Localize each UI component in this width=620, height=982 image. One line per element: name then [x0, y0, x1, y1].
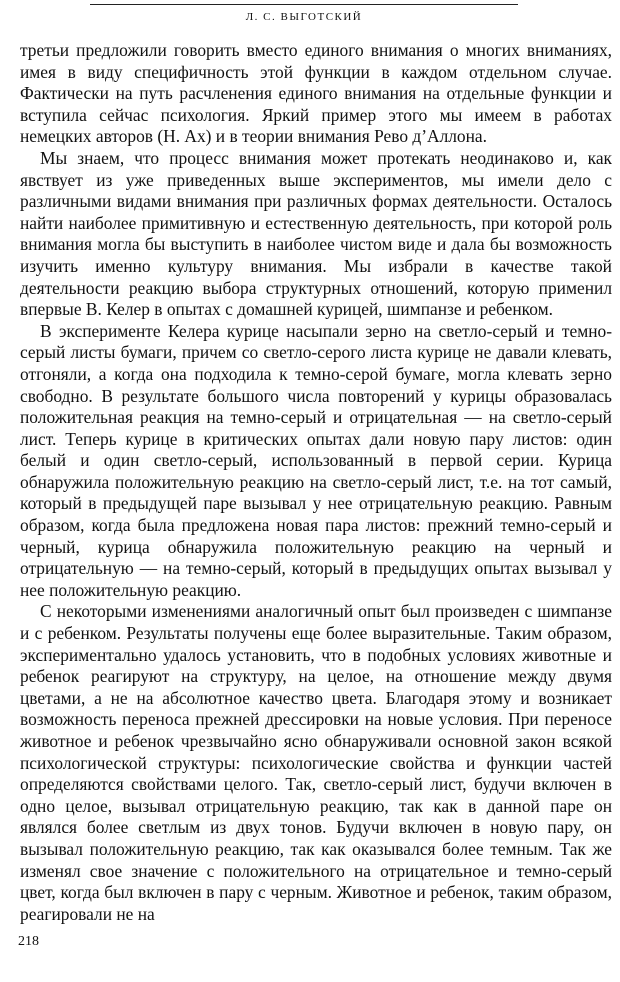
paragraph: Мы знаем, что процесс внимания может протекать неодинаково и, как явствует из уже приведенных выше экспериментов, мы имели дело с различными видами внимания при различных формах деятельности. Осталось найти наиболее примитивную и естественную деятельность, при которой роль внимания могла бы выступить в наиболее чистом виде и дала бы возможность изучить именно культуру внимания. Мы избрали в качестве такой деятельности реакцию выбора структурных отношений, которую применил впервые В. Келер в опытах с домашней курицей, шимпанзе и ребенком. — [20, 147, 612, 320]
body-text — [20, 40, 612, 925]
paragraph: В эксперименте Келера курице насыпали зерно на светло-серый и темно-серый листы бумаги, причем со светло-серого листа курице не давали клевать, отгоняли, а когда она подходила к темно-серой бумаге, могла клевать зерно свободно. В результате большого числа повторений у курицы образовалась положительная реакция на темно-серый и отрицательная — на светло-серый лист. Теперь курице в критических опытах дали новую пару листов: один белый и один светло-серый, использованный в первой серии. Курица обнаружила положительную реакцию на светло-серый лист, т.е. на тот самый, который в предыдущей паре вызывал у нее отрицательную реакцию. Равным образом, когда была предложена новая пара листов: прежний темно-серый и черный, курица обнаружила положительную реакцию на черный и отрицательную — на темно-серый, который в предыдущих опытах вызывал у нее положительную реакцию. — [20, 320, 612, 600]
paragraph-continuation: третьи предложили говорить вместо единого внимания о многих вниманиях, имея в виду специфичность этой функции в каждом отдельном случае. Фактически на путь расчленения единого внимания на отдельные функции и вступила сейчас психология. Яркий пример этого мы имеем в работах немецких авторов (Н. Ах) и в теории внимания Рево д’Аллона. — [20, 40, 612, 147]
running-header — [90, 4, 518, 23]
paragraph: С некоторыми изменениями аналогичный опыт был произведен с шимпанзе и с ребенком. Результаты получены еще более выразительные. Таким образом, экспериментально удалось установить, что в подобных условиях животные и ребенок реагируют на структуру, на целое, на отношение между двумя цветами, а не на абсолютное качество цвета. Благодаря этому и возникает возможность переноса прежней дрессировки на новые условия. При переносе животное и ребенок чрезвычайно ясно обнаруживали основной закон всякой психологической структуры: психологические свойства и функции частей определяются свойствами целого. Так, светло-серый лист, будучи включен в одно целое, вызывал отрицательную реакцию, так как в данной паре он являлся более светлым из двух тонов. Будучи включен в новую пару, он вызывал положительную реакцию, так как оказывался более темным. Так же изменял свое значение с положительного на отрицательное и темно-серый цвет, когда был включен в пару с черным. Животное и ребенок, таким образом, реагировали не на — [20, 601, 612, 924]
running-title: Л. С. ВЫГОТСКИЙ — [245, 11, 363, 23]
page-number: 218 — [18, 934, 39, 949]
